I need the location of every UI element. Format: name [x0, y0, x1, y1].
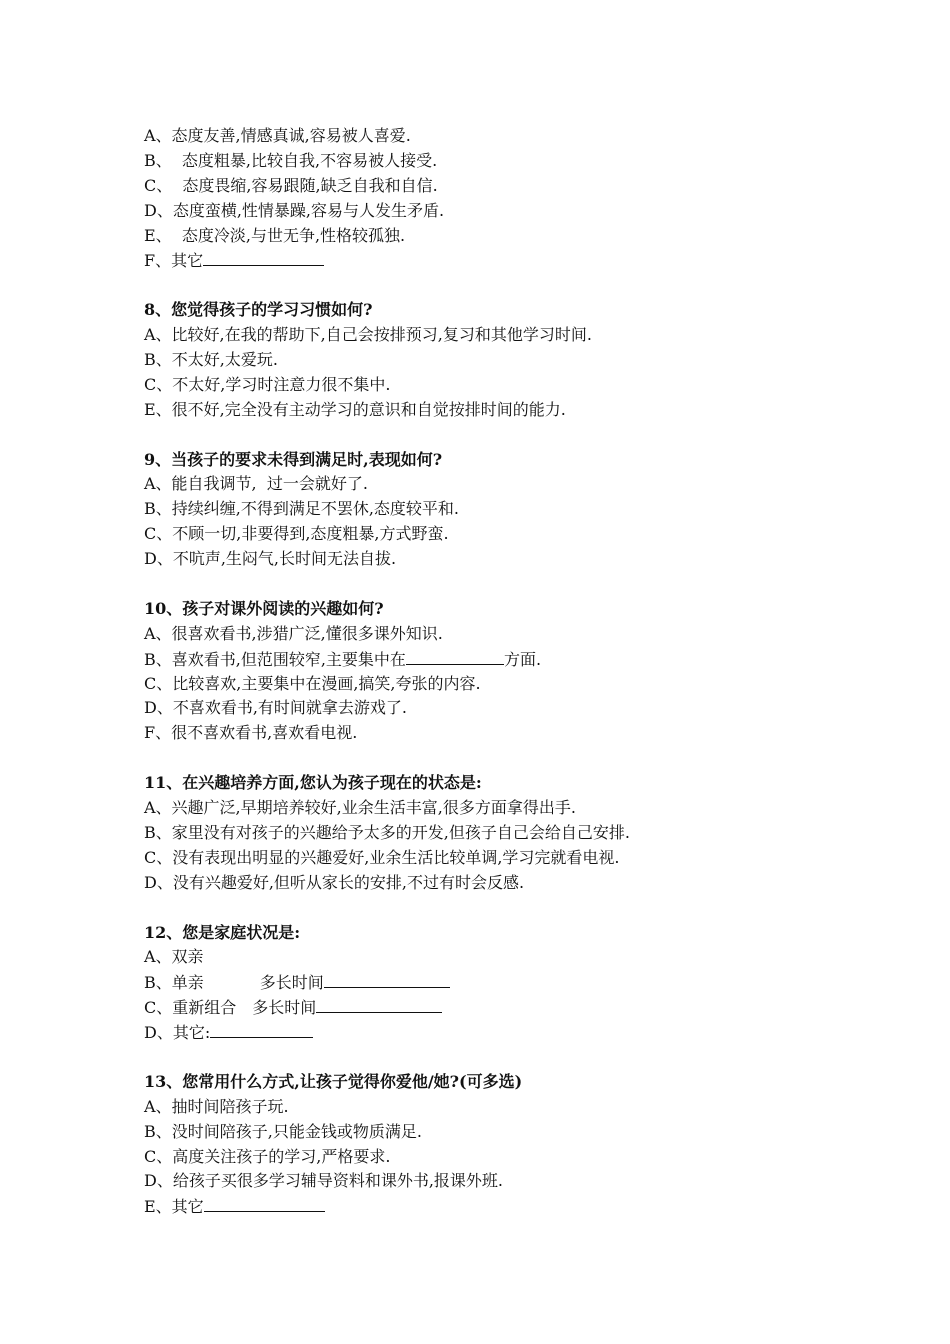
option-d: D、不吭声,生闷气,长时间无法自拔. — [144, 549, 397, 569]
option-f — [144, 248, 844, 273]
duration-label: 多长时间 — [259, 973, 324, 993]
option-f: F、很不喜欢看书,喜欢看电视. — [144, 723, 358, 743]
option-b: B、 态度粗暴,比较自我,不容易被人接受. — [144, 150, 438, 170]
option-b — [144, 647, 844, 672]
question-block-13 — [144, 1070, 844, 1219]
option-c: C、不太好,学习时注意力很不集中. — [144, 374, 391, 394]
option-d: D、没有兴趣爱好,但听从家长的安排,不过有时会反感. — [144, 872, 525, 892]
option-c: C、比较喜欢,主要集中在漫画,搞笑,夸张的内容. — [144, 673, 481, 693]
fill-in-blank[interactable] — [406, 647, 504, 665]
option-d — [144, 1020, 844, 1045]
option-c: C、高度关注孩子的学习,严格要求. — [144, 1146, 391, 1166]
option-a: A、双亲 — [144, 947, 204, 967]
option-b: B、不太好,太爱玩. — [144, 350, 278, 370]
option-e — [144, 1194, 844, 1219]
option-e-label: E、其它 — [144, 1197, 204, 1217]
fill-in-blank[interactable] — [204, 1194, 325, 1212]
option-b: B、持续纠缠,不得到满足不罢休,态度较平和. — [144, 499, 460, 519]
question-block-10 — [144, 597, 844, 746]
questionnaire-page — [144, 124, 844, 1219]
spacer — [144, 572, 844, 597]
option-d: D、给孩子买很多学习辅导资料和课外书,报课外班. — [144, 1171, 504, 1191]
option-d: D、不喜欢看书,有时间就拿去游戏了. — [144, 698, 408, 718]
option-e: E、很不好,完全没有主动学习的意识和自觉按排时间的能力. — [144, 399, 566, 419]
question-block-7-continued — [144, 124, 844, 273]
question-title: 8、您觉得孩子的学习习惯如何? — [144, 300, 373, 320]
option-d: D、态度蛮横,性情暴躁,容易与人发生矛盾. — [144, 200, 445, 220]
option-e: E、 态度冷淡,与世无争,性格较孤独. — [144, 225, 406, 245]
option-b-suffix: 方面. — [503, 649, 542, 669]
spacer — [144, 273, 844, 298]
question-block-8 — [144, 298, 844, 422]
option-a: A、很喜欢看书,涉猎广泛,懂很多课外知识. — [144, 623, 443, 643]
question-title: 9、当孩子的要求未得到满足时,表现如何? — [144, 449, 443, 469]
option-b: B、没时间陪孩子,只能金钱或物质满足. — [144, 1121, 422, 1141]
question-block-9 — [144, 448, 844, 572]
option-b-label: B、单亲 — [144, 973, 204, 993]
question-block-11 — [144, 771, 844, 895]
option-a: A、能自我调节, 过一会就好了. — [144, 474, 368, 494]
option-a: A、比较好,在我的帮助下,自己会按排预习,复习和其他学习时间. — [144, 325, 592, 345]
fill-in-blank[interactable] — [210, 1020, 313, 1038]
option-a: A、抽时间陪孩子玩. — [144, 1096, 289, 1116]
option-a: A、兴趣广泛,早期培养较好,业余生活丰富,很多方面拿得出手. — [144, 798, 576, 818]
option-c — [144, 995, 844, 1020]
question-title: 13、您常用什么方式,让孩子觉得你爱他/她?(可多选) — [144, 1071, 523, 1091]
spacer — [144, 1045, 844, 1070]
option-c: C、不顾一切,非要得到,态度粗暴,方式野蛮. — [144, 524, 449, 544]
option-c: C、 态度畏缩,容易跟随,缺乏自我和自信. — [144, 175, 438, 195]
spacer — [144, 896, 844, 921]
question-block-12 — [144, 921, 844, 1045]
spacer — [144, 423, 844, 448]
option-f-label: F、其它 — [144, 251, 204, 271]
question-title: 11、在兴趣培养方面,您认为孩子现在的状态是: — [144, 773, 482, 793]
duration-label: 多长时间 — [252, 998, 317, 1018]
option-b: B、家里没有对孩子的兴趣给予太多的开发,但孩子自己会给自己安排. — [144, 822, 630, 842]
option-b-label: B、喜欢看书,但范围较窄,主要集中在 — [144, 649, 406, 669]
option-b — [144, 970, 844, 995]
option-a: A、态度友善,情感真诚,容易被人喜爱. — [144, 126, 411, 145]
option-d-label: D、其它: — [144, 1023, 211, 1043]
spacer — [144, 746, 844, 771]
question-title: 10、孩子对课外阅读的兴趣如何? — [144, 598, 384, 618]
question-title: 12、您是家庭状况是: — [144, 922, 301, 942]
option-c: C、没有表现出明显的兴趣爱好,业余生活比较单调,学习完就看电视. — [144, 847, 620, 867]
fill-in-blank[interactable] — [203, 248, 324, 266]
fill-in-blank[interactable] — [316, 995, 442, 1013]
option-c-label: C、重新组合 — [144, 998, 237, 1018]
fill-in-blank[interactable] — [324, 970, 450, 988]
